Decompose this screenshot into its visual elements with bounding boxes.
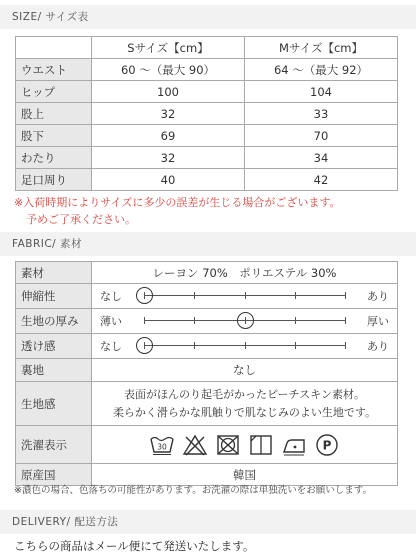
fabric-table	[15, 261, 398, 486]
sheerness-track	[144, 334, 345, 358]
fabric-row-lining	[16, 359, 398, 382]
material-label: 素材	[16, 262, 92, 284]
table-row	[16, 103, 398, 125]
scale-marker	[136, 287, 153, 304]
thickness-scale	[92, 309, 397, 333]
size-cell: 60 〜（最大 90）	[92, 59, 245, 81]
scale-tick	[245, 342, 246, 349]
scale-tick	[144, 317, 145, 324]
size-cell: 32	[92, 147, 245, 169]
scale-marker	[237, 312, 254, 329]
column-header-m: Mサイズ【cm】	[245, 37, 398, 59]
scale-tick	[194, 292, 195, 299]
dryclean-p-icon	[314, 433, 340, 457]
scale-tick	[194, 317, 195, 324]
wash-label: 洗濯表示	[16, 426, 92, 464]
fabric-row-material	[16, 262, 398, 284]
scale-tick	[345, 317, 346, 324]
scale-marker	[136, 337, 153, 354]
stretch-scale-cell	[92, 284, 398, 309]
size-table-header-row	[16, 37, 398, 59]
sheerness-label: 透け感	[16, 334, 92, 359]
size-cell: 40	[92, 169, 245, 191]
care-footnote: ※濃色の場合、色落ちの可能性があります。お洗濯の際は単独洗いをお願いします。	[14, 485, 372, 496]
fabric-row-sheerness	[16, 334, 398, 359]
feel-line1: 表面がほんのり起毛がかったピーチスキン素材。	[123, 387, 365, 401]
scale-tick	[295, 292, 296, 299]
sheerness-max-label: あり	[367, 340, 389, 353]
scale-tick	[345, 292, 346, 299]
table-row	[16, 59, 398, 81]
size-cell: 104	[245, 81, 398, 103]
size-table	[15, 36, 398, 191]
origin-value: 韓国	[92, 464, 398, 486]
wash-30-gentle-icon	[149, 433, 175, 457]
size-cell: 33	[245, 103, 398, 125]
line-dry-shade-icon	[248, 433, 274, 457]
row-label-waist: ウエスト	[16, 59, 92, 81]
size-note-line1: ※入荷時期によりサイズに多少の誤差が生じる場合がございます。	[14, 196, 341, 209]
fabric-row-feel	[16, 382, 398, 426]
size-cell: 42	[245, 169, 398, 191]
column-header-s: Sサイズ【cm】	[92, 37, 245, 59]
size-cell: 100	[92, 81, 245, 103]
stretch-label: 伸縮性	[16, 284, 92, 309]
scale-tick	[345, 342, 346, 349]
feel-label: 生地感	[16, 382, 92, 426]
thickness-scale-cell	[92, 309, 398, 334]
sheerness-scale	[92, 334, 397, 358]
size-note	[14, 194, 412, 228]
wash-cell	[92, 426, 398, 464]
table-row	[16, 169, 398, 191]
feel-text	[92, 386, 397, 422]
sheerness-scale-cell	[92, 334, 398, 359]
size-section-header: SIZE/ サイズ表	[0, 5, 416, 29]
iron-low-icon	[281, 433, 307, 457]
wash-icons	[92, 433, 397, 457]
fabric-row-wash	[16, 426, 398, 464]
stretch-min-label: なし	[100, 290, 122, 303]
row-label-hem-width: 足口周り	[16, 169, 92, 191]
thickness-max-label: 厚い	[367, 315, 389, 328]
scale-tick	[295, 342, 296, 349]
table-row	[16, 81, 398, 103]
stretch-max-label: あり	[367, 290, 389, 303]
lining-value: なし	[92, 359, 398, 382]
fabric-row-thickness	[16, 309, 398, 334]
material-value: レーヨン 70% ポリエステル 30%	[92, 262, 398, 284]
lining-label: 裏地	[16, 359, 92, 382]
size-note-line2: 予めご了承ください。	[26, 213, 136, 226]
table-row	[16, 125, 398, 147]
row-label-rise: 股上	[16, 103, 92, 125]
no-tumble-dry-icon	[215, 433, 241, 457]
row-label-inseam: 股下	[16, 125, 92, 147]
scale-tick	[245, 292, 246, 299]
thickness-min-label: 薄い	[100, 315, 122, 328]
origin-label: 原産国	[16, 464, 92, 486]
scale-tick	[194, 342, 195, 349]
size-cell: 32	[92, 103, 245, 125]
delivery-section-header: DELIVERY/ 配送方法	[0, 510, 416, 534]
size-cell: 64 〜（最大 92）	[245, 59, 398, 81]
stretch-scale	[92, 284, 397, 308]
fabric-section-header: FABRIC/ 素材	[0, 232, 416, 256]
feel-cell	[92, 382, 398, 426]
table-row	[16, 147, 398, 169]
size-cell: 34	[245, 147, 398, 169]
size-table-corner	[16, 37, 92, 59]
wash-temp-text: 30	[157, 442, 167, 451]
stretch-track	[144, 284, 345, 308]
sheerness-min-label: なし	[100, 340, 122, 353]
thickness-label: 生地の厚み	[16, 309, 92, 334]
size-cell: 69	[92, 125, 245, 147]
size-cell: 70	[245, 125, 398, 147]
feel-line2: 柔らかく滑らかな肌触りで肌なじみのよい生地です。	[112, 405, 377, 419]
scale-tick	[295, 317, 296, 324]
row-label-thigh: わたり	[16, 147, 92, 169]
fabric-row-stretch	[16, 284, 398, 309]
dryclean-letter: P	[322, 438, 332, 452]
thickness-track	[144, 309, 345, 333]
delivery-text: こちらの商品はメール便にて発送いたします。	[14, 539, 255, 553]
row-label-hip: ヒップ	[16, 81, 92, 103]
no-bleach-icon	[182, 433, 208, 457]
